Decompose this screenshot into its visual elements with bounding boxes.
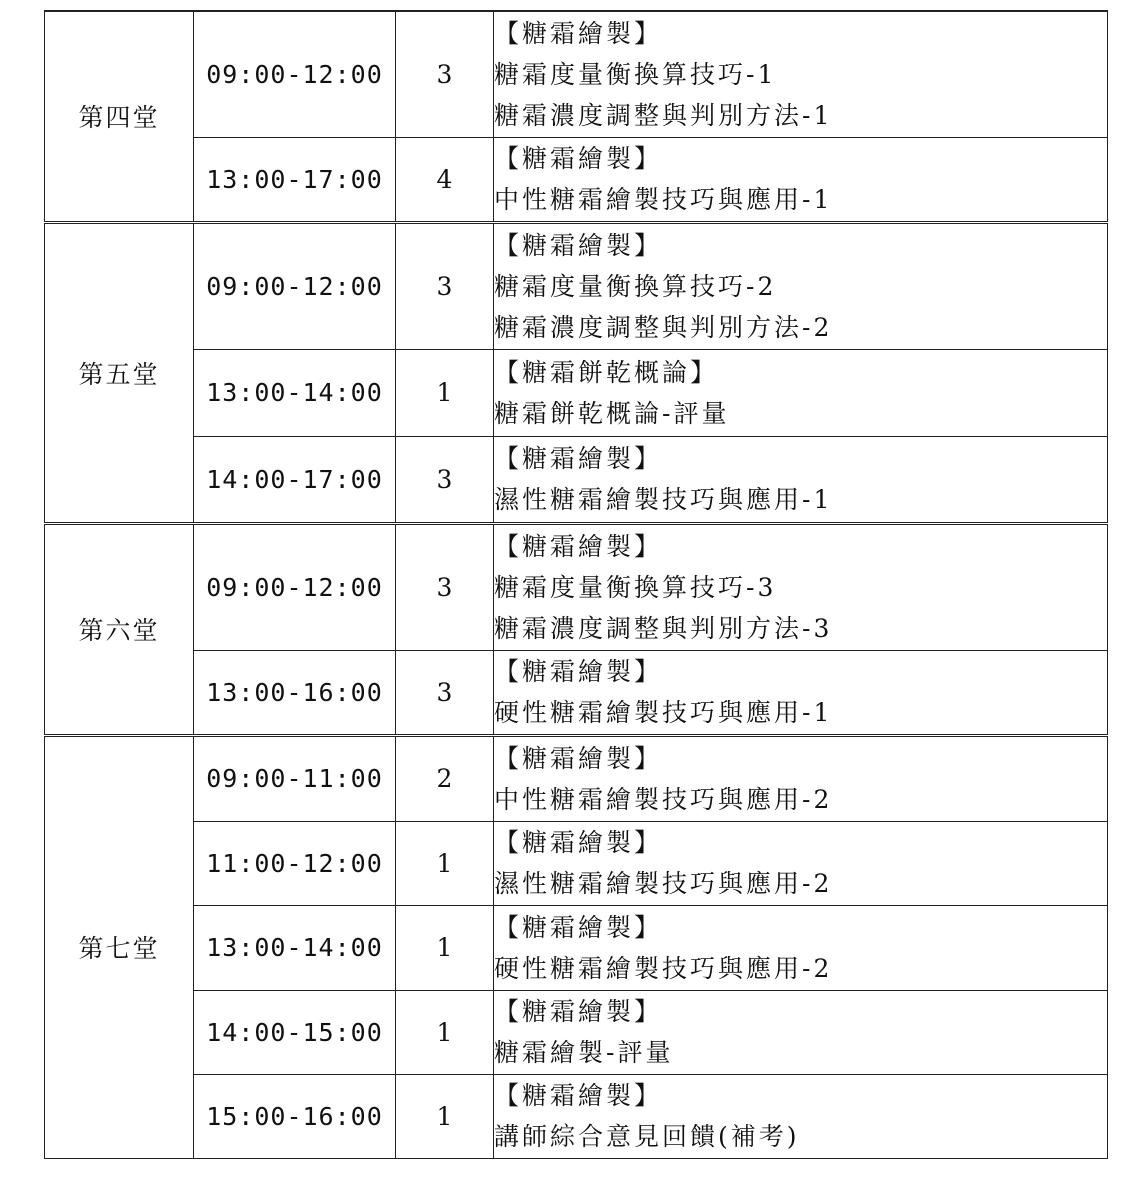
- hours-cell: 1: [396, 1074, 494, 1158]
- content-cell: [494, 11, 1108, 137]
- session-cell: 第七堂: [45, 735, 194, 1158]
- table-row: [45, 523, 1108, 650]
- content-line: 糖霜濃度調整與判別方法-1: [494, 100, 833, 130]
- content-line: 【糖霜繪製】: [494, 531, 663, 561]
- content-line: 【糖霜繪製】: [494, 18, 663, 48]
- hours-cell: 3: [396, 650, 494, 735]
- time-cell: 11:00-12:00: [194, 821, 396, 905]
- hours-cell: 2: [396, 735, 494, 821]
- time-cell: 13:00-17:00: [194, 137, 396, 222]
- hours-cell: 4: [396, 137, 494, 222]
- content-line: 中性糖霜繪製技巧與應用-1: [494, 185, 833, 214]
- hours-cell: 3: [396, 11, 494, 137]
- content-cell: [494, 735, 1108, 821]
- content-line: 糖霜度量衡換算技巧-2: [494, 271, 777, 301]
- table-row: [45, 735, 1108, 821]
- content-cell: [494, 222, 1108, 349]
- content-line: 【糖霜繪製】: [494, 657, 663, 686]
- content-line: 糖霜度量衡換算技巧-3: [494, 572, 777, 602]
- hours-cell: 1: [396, 905, 494, 990]
- time-cell: 13:00-14:00: [194, 349, 396, 436]
- table-row: [45, 436, 1108, 523]
- content-line: 糖霜餅乾概論-評量: [494, 398, 730, 428]
- session-cell: 第四堂: [45, 11, 194, 222]
- content-cell: [494, 436, 1108, 523]
- time-cell: 09:00-12:00: [194, 523, 396, 650]
- time-cell: 13:00-14:00: [194, 905, 396, 990]
- table-row: [45, 349, 1108, 436]
- content-line: 糖霜濃度調整與判別方法-3: [494, 613, 833, 643]
- content-line: 【糖霜繪製】: [494, 743, 663, 773]
- hours-cell: 3: [396, 436, 494, 523]
- time-cell: 09:00-12:00: [194, 222, 396, 349]
- session-cell: 第五堂: [45, 222, 194, 523]
- table-row: [45, 650, 1108, 735]
- content-line: 【糖霜繪製】: [494, 444, 663, 473]
- table-row: [45, 905, 1108, 990]
- time-cell: 14:00-15:00: [194, 990, 396, 1074]
- content-line: 【糖霜繪製】: [494, 912, 663, 942]
- content-cell: [494, 137, 1108, 222]
- content-line: 濕性糖霜繪製技巧與應用-1: [494, 485, 833, 514]
- time-cell: 15:00-16:00: [194, 1074, 396, 1158]
- hours-cell: 3: [396, 523, 494, 650]
- session-cell: 第六堂: [45, 523, 194, 735]
- hours-cell: 1: [396, 349, 494, 436]
- content-line: 中性糖霜繪製技巧與應用-2: [494, 784, 833, 814]
- content-line: 糖霜度量衡換算技巧-1: [494, 59, 777, 89]
- time-cell: 13:00-16:00: [194, 650, 396, 735]
- content-line: 硬性糖霜繪製技巧與應用-2: [494, 953, 833, 983]
- table-row: [45, 137, 1108, 222]
- content-cell: [494, 905, 1108, 990]
- table-row: [45, 990, 1108, 1074]
- content-line: 【糖霜繪製】: [494, 230, 663, 260]
- time-cell: 09:00-11:00: [194, 735, 396, 821]
- hours-cell: 3: [396, 222, 494, 349]
- content-line: 講師綜合意見回饋(補考): [494, 1122, 800, 1151]
- content-cell: [494, 650, 1108, 735]
- content-line: 【糖霜繪製】: [494, 1081, 663, 1110]
- table-row: [45, 1074, 1108, 1158]
- content-line: 【糖霜繪製】: [494, 828, 663, 857]
- schedule-table: [44, 10, 1108, 1159]
- hours-cell: 1: [396, 990, 494, 1074]
- time-cell: 14:00-17:00: [194, 436, 396, 523]
- content-line: 濕性糖霜繪製技巧與應用-2: [494, 869, 833, 898]
- content-cell: [494, 349, 1108, 436]
- content-line: 糖霜濃度調整與判別方法-2: [494, 312, 833, 342]
- content-line: 糖霜繪製-評量: [494, 1038, 674, 1067]
- content-line: 【糖霜餅乾概論】: [494, 357, 719, 387]
- content-cell: [494, 1074, 1108, 1158]
- hours-cell: 1: [396, 821, 494, 905]
- table-row: [45, 222, 1108, 349]
- table-row: [45, 821, 1108, 905]
- content-line: 硬性糖霜繪製技巧與應用-1: [494, 698, 833, 727]
- content-cell: [494, 523, 1108, 650]
- time-cell: 09:00-12:00: [194, 11, 396, 137]
- content-cell: [494, 990, 1108, 1074]
- content-cell: [494, 821, 1108, 905]
- content-line: 【糖霜繪製】: [494, 997, 663, 1026]
- content-line: 【糖霜繪製】: [494, 144, 663, 173]
- table-row: [45, 11, 1108, 137]
